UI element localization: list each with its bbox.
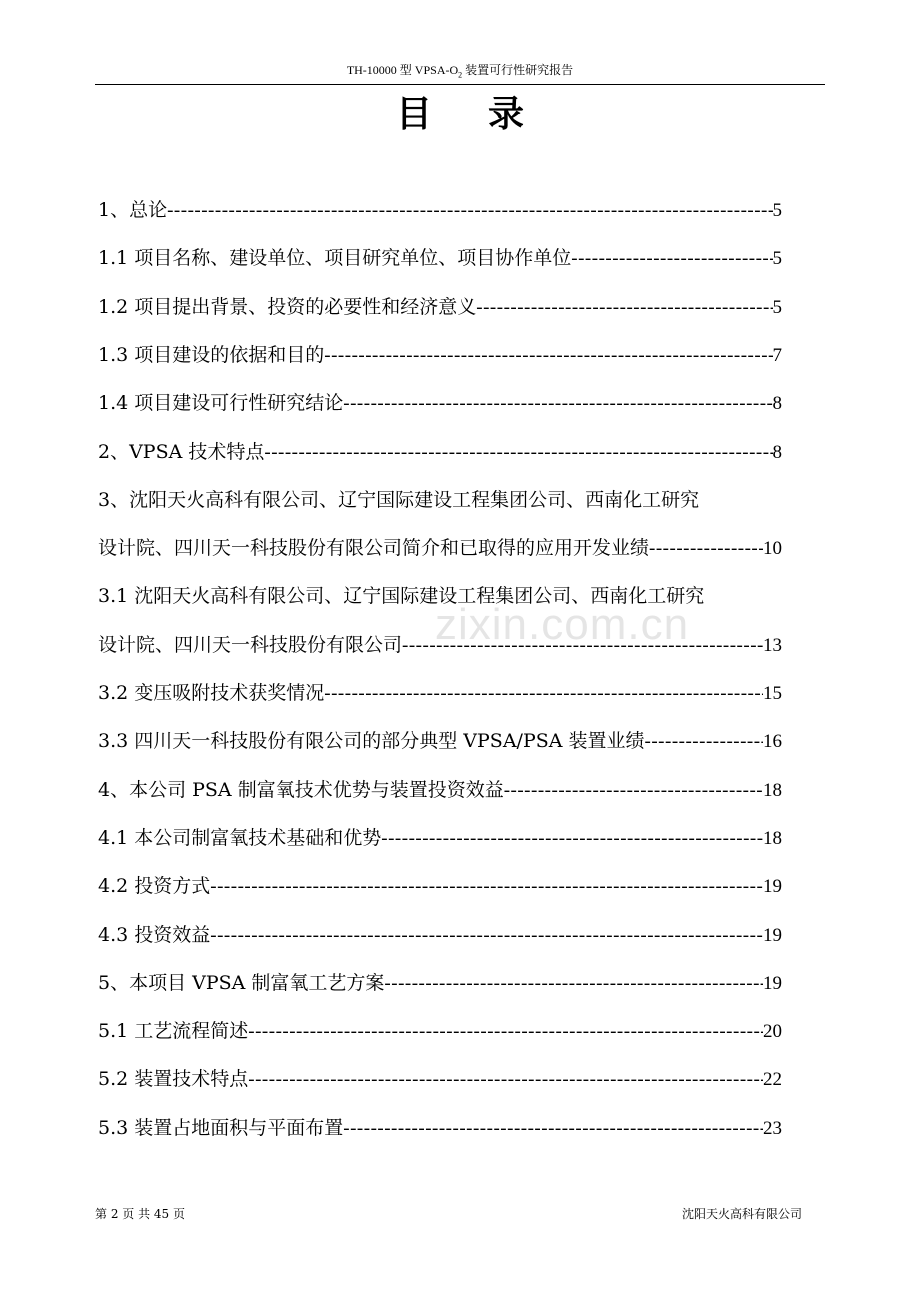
toc-entry-title: 设计院、四川天一科技股份有限公司简介和已取得的应用开发业绩: [98, 537, 650, 560]
toc-entry-title: 5.1 工艺流程简述: [98, 1020, 249, 1043]
toc-page-number: 15: [763, 683, 782, 704]
toc-entry[interactable]: [98, 283, 782, 331]
toc-entry-title: 4.1 本公司制富氧技术基础和优势: [98, 826, 382, 849]
toc-entry[interactable]: [98, 1007, 782, 1055]
toc-entry[interactable]: [98, 331, 782, 379]
footer-page-number: 第 2 页 共 45 页: [95, 1207, 185, 1221]
toc-line: [98, 911, 782, 959]
toc-entry[interactable]: [98, 862, 782, 910]
toc-entry[interactable]: [98, 669, 782, 717]
header-subscript: 2: [458, 70, 463, 80]
toc-line: [98, 1104, 782, 1152]
toc-leader-dashes: [571, 235, 772, 283]
toc-page-number: 8: [772, 441, 782, 463]
toc-entry[interactable]: [98, 766, 782, 814]
toc-entry-title: 3.2 变压吸附技术获奖情况: [98, 682, 325, 704]
toc-entry[interactable]: [98, 234, 782, 282]
toc-line: [98, 524, 782, 572]
header-text-main: TH-10000 型 VPSA-O: [346, 63, 459, 77]
toc-entry-title: 4、本公司 PSA 制富氧技术优势与装置投资效益: [98, 778, 504, 801]
toc-page-number: 5: [772, 296, 782, 318]
toc-page-number: 20: [763, 1021, 782, 1043]
toc-leader-dashes: [248, 1056, 763, 1104]
toc-entry-title: 4.3 投资效益: [98, 923, 211, 946]
toc-entry-title: 3、沈阳天火高科有限公司、辽宁国际建设工程集团公司、西南化工研究: [98, 488, 700, 511]
toc-leader-dashes: [167, 187, 772, 235]
toc-leader-dashes: [324, 332, 772, 380]
toc-page-number: 13: [763, 634, 782, 656]
page-title: 目录: [395, 93, 580, 135]
toc-page-number: 23: [763, 1117, 782, 1139]
toc-entry-title: 1.2 项目提出背景、投资的必要性和经济意义: [98, 295, 477, 318]
header-text-tail: 装置可行性研究报告: [462, 63, 574, 77]
toc-line: [98, 1055, 782, 1103]
toc-line: [98, 1007, 782, 1055]
toc-leader-dashes: [343, 380, 772, 428]
toc-page-number: 18: [763, 827, 782, 849]
toc-entry-title: 1.1 项目名称、建设单位、项目研究单位、项目协作单位: [98, 247, 572, 270]
toc-leader-dashes: [476, 284, 772, 332]
toc-line: [98, 476, 782, 524]
toc-line: [98, 428, 782, 476]
toc-line: [98, 379, 782, 427]
watermark: zixin.com.cn: [435, 600, 690, 649]
toc-page-number: 8: [772, 393, 782, 415]
toc-page-number: 19: [763, 972, 782, 994]
toc-leader-dashes: [504, 767, 763, 815]
toc-entry[interactable]: [98, 428, 782, 476]
toc-line: [98, 862, 782, 910]
toc-entry[interactable]: [98, 186, 782, 234]
toc-entry-title: 5.3 装置占地面积与平面布置: [98, 1116, 344, 1139]
toc-page-number: 16: [763, 731, 782, 753]
toc-line: [98, 283, 782, 331]
toc-entry[interactable]: [98, 1055, 782, 1103]
toc-line: [98, 331, 782, 379]
toc-page-number: 22: [763, 1069, 782, 1091]
toc-leader-dashes: [381, 815, 763, 863]
toc-line: [98, 186, 782, 234]
toc-leader-dashes: [210, 912, 763, 960]
toc-line: [98, 234, 782, 282]
toc-entry[interactable]: [98, 524, 782, 572]
toc-page-number: 19: [763, 924, 782, 946]
toc-page-number: 18: [763, 779, 782, 801]
toc-entry-title: 4.2 投资方式: [98, 875, 211, 898]
toc-page-number: 5: [772, 200, 782, 221]
toc-entry-title: 5.2 装置技术特点: [98, 1068, 249, 1091]
toc-entry[interactable]: [98, 1104, 782, 1152]
toc-leader-dashes: [248, 1008, 763, 1056]
toc-line: [98, 814, 782, 862]
toc-entry-title: 3.3 四川天一科技股份有限公司的部分典型 VPSA/PSA 装置业绩: [98, 730, 645, 753]
toc-entry-title: 设计院、四川天一科技股份有限公司: [98, 633, 403, 656]
toc-leader-dashes: [343, 1105, 763, 1153]
toc-leader-dashes: [384, 960, 763, 1008]
toc-leader-dashes: [264, 429, 772, 477]
toc-leader-dashes: [324, 670, 763, 718]
toc-leader-dashes: [649, 525, 763, 573]
toc-leader-dashes: [645, 718, 763, 766]
toc-line: [98, 717, 782, 765]
toc-page-number: 10: [763, 538, 782, 560]
toc-entry[interactable]: [98, 814, 782, 862]
toc-page-number: 5: [772, 248, 782, 270]
toc-line: [98, 766, 782, 814]
toc-page-number: 19: [763, 876, 782, 898]
toc-entry[interactable]: [98, 476, 782, 524]
toc-entry-title: 5、本项目 VPSA 制富氧工艺方案: [98, 971, 385, 994]
toc-leader-dashes: [210, 863, 763, 911]
toc-line: [98, 669, 782, 717]
toc-line: [98, 959, 782, 1007]
toc-entry[interactable]: [98, 379, 782, 427]
footer-company: 沈阳天火高科有限公司: [681, 1207, 802, 1221]
header-rule: [95, 84, 825, 85]
toc-entry-title: 3.1 沈阳天火高科有限公司、辽宁国际建设工程集团公司、西南化工研究: [98, 585, 705, 608]
toc-page-number: 7: [772, 344, 782, 366]
toc-entry-title: 1.3 项目建设的依据和目的: [98, 343, 325, 366]
toc-entry-title: 2、VPSA 技术特点: [98, 440, 265, 463]
toc-entry[interactable]: [98, 959, 782, 1007]
running-header: [95, 62, 825, 83]
toc-entry[interactable]: [98, 911, 782, 959]
toc-entry-title: 1.4 项目建设可行性研究结论: [98, 392, 344, 415]
toc-entry[interactable]: [98, 717, 782, 765]
toc-entry-title: 1、总论: [98, 199, 168, 221]
